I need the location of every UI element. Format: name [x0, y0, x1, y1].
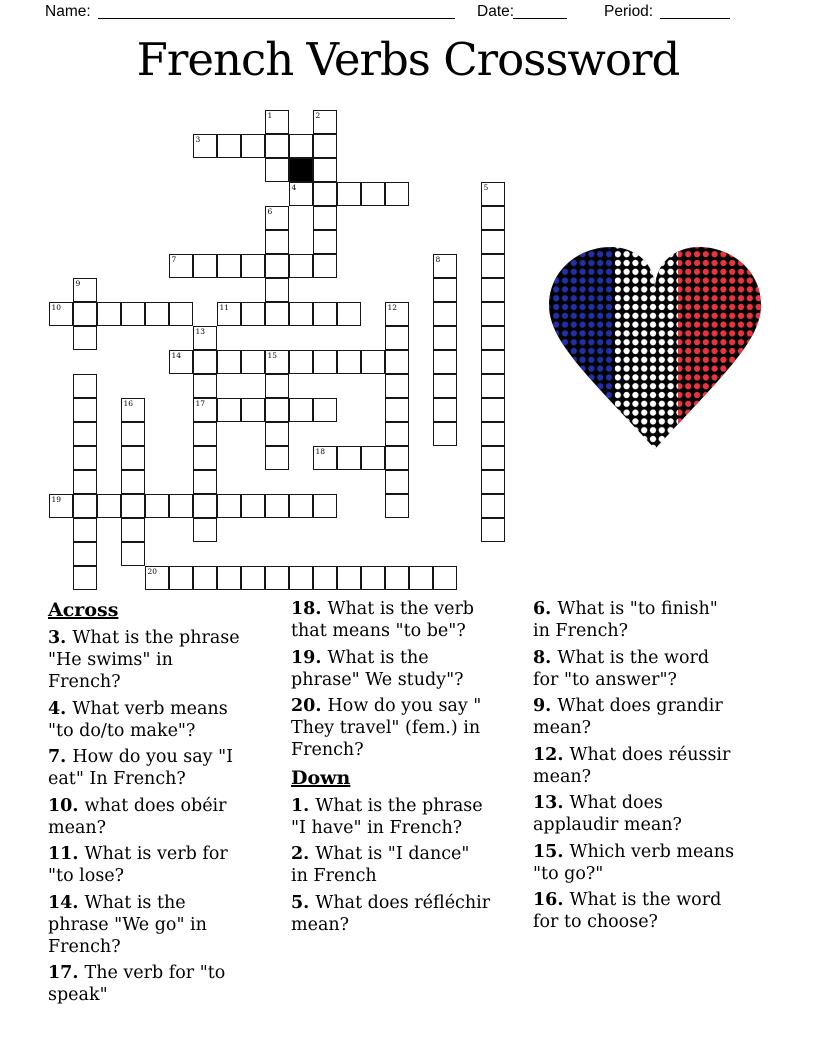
grid-cell-number: 5: [483, 182, 489, 192]
clue-number: 8.: [533, 647, 558, 668]
grid-cell[interactable]: [481, 422, 505, 446]
clue-8: 8. What is the word for "to answer"?: [533, 647, 710, 690]
clue-2: 2. What is "I dance" in French: [291, 844, 470, 886]
grid-cell[interactable]: [433, 422, 457, 446]
grid-cell[interactable]: [241, 398, 265, 422]
grid-cell[interactable]: [361, 566, 385, 590]
grid-cell[interactable]: [265, 158, 289, 182]
clue-16: 16. What is the word for to choose?: [533, 890, 722, 932]
clue-5: 5. What does réfléchir mean?: [291, 892, 491, 935]
clue-number: 19.: [291, 647, 328, 668]
clue-number: 11.: [48, 844, 85, 864]
grid-cell[interactable]: [169, 302, 193, 326]
grid-cell[interactable]: [193, 566, 217, 590]
grid-cell[interactable]: [337, 302, 361, 326]
grid-cell[interactable]: [481, 230, 505, 254]
grid-cell[interactable]: [289, 566, 313, 590]
grid-cell[interactable]: [121, 302, 145, 326]
grid-cell[interactable]: [193, 374, 217, 398]
grid-cell[interactable]: [217, 494, 241, 518]
grid-cell[interactable]: [217, 566, 241, 590]
grid-cell[interactable]: [217, 398, 241, 422]
grid-cell-number: 7: [171, 254, 177, 264]
clue-number: 14.: [48, 892, 85, 913]
clue-14: 14. What is the phrase "We go" in French?: [48, 892, 207, 957]
grid-cell[interactable]: [241, 254, 265, 278]
grid-cell[interactable]: [385, 566, 409, 590]
grid-cell[interactable]: [73, 542, 97, 566]
grid-cell[interactable]: [313, 302, 337, 326]
grid-cell[interactable]: [481, 446, 505, 470]
grid-cell[interactable]: [313, 230, 337, 254]
clue-1: 1. What is the phrase "I have" in French?: [291, 795, 483, 838]
grid-cell[interactable]: [193, 518, 217, 542]
grid-cell-number: 15: [267, 350, 278, 360]
grid-cell[interactable]: [193, 470, 217, 494]
grid-cell-number: 6: [267, 206, 273, 216]
grid-cell[interactable]: [73, 470, 97, 494]
grid-cell-number: 1: [267, 110, 273, 120]
grid-cell[interactable]: [265, 566, 289, 590]
grid-cell-number: 16: [123, 398, 134, 408]
grid-cell[interactable]: [433, 326, 457, 350]
grid-cell[interactable]: [241, 134, 265, 158]
clue-15: 15. Which verb means "to go?": [533, 841, 735, 884]
clue-column-1: [48, 598, 248, 1011]
grid-cell[interactable]: [217, 350, 241, 374]
grid-cell[interactable]: [361, 446, 385, 470]
grid-cell[interactable]: [481, 302, 505, 326]
grid-cell-number: 8: [435, 254, 441, 264]
grid-cell[interactable]: [97, 302, 121, 326]
name-label: Name:: [45, 3, 91, 20]
clue-number: 17.: [48, 963, 85, 983]
grid-cell[interactable]: [289, 302, 313, 326]
grid-cell[interactable]: [145, 494, 169, 518]
grid-cell[interactable]: [265, 254, 289, 278]
grid-cell[interactable]: [313, 494, 337, 518]
clue-number: 18.: [291, 599, 328, 619]
clue-11: 11. What is verb for "to lose?: [48, 844, 228, 886]
grid-cell[interactable]: [433, 398, 457, 422]
grid-cell[interactable]: [337, 446, 361, 470]
clue-number: 1.: [291, 795, 316, 816]
page-title: French Verbs Crossword: [136, 33, 680, 86]
clue-number: 9.: [533, 696, 558, 716]
clue-number: 2.: [291, 844, 316, 864]
grid-cell-number: 12: [387, 302, 398, 312]
clue-number: 5.: [291, 892, 316, 913]
grid-cell[interactable]: [169, 566, 193, 590]
french-flag-heart-image: [543, 240, 767, 454]
grid-cell[interactable]: [193, 422, 217, 446]
clue-17: 17. The verb for "to speak": [48, 963, 226, 1005]
clue-number: 6.: [533, 599, 558, 619]
clues-heading-down: Down: [291, 766, 351, 789]
grid-cell[interactable]: [241, 350, 265, 374]
clue-number: 4.: [48, 698, 73, 719]
grid-cell[interactable]: [313, 350, 337, 374]
grid-cell-number: 4: [291, 182, 297, 192]
grid-cell[interactable]: [193, 446, 217, 470]
grid-cell[interactable]: [73, 566, 97, 590]
grid-cell[interactable]: [193, 494, 217, 518]
date-label: Date:: [477, 3, 515, 20]
grid-cell[interactable]: [409, 566, 433, 590]
grid-cell[interactable]: [313, 254, 337, 278]
grid-cell[interactable]: [433, 350, 457, 374]
grid-cell[interactable]: [169, 494, 193, 518]
grid-cell[interactable]: [73, 326, 97, 350]
grid-cell[interactable]: [481, 350, 505, 374]
clue-number: 15.: [533, 841, 570, 862]
grid-cell[interactable]: [433, 374, 457, 398]
grid-cell[interactable]: [145, 302, 169, 326]
grid-cell[interactable]: [193, 254, 217, 278]
period-label: Period:: [604, 3, 654, 20]
grid-cell[interactable]: [313, 182, 337, 206]
grid-cell[interactable]: [265, 230, 289, 254]
clue-19: 19. What is the phrase" We study"?: [291, 647, 464, 690]
grid-cell[interactable]: [121, 518, 145, 542]
grid-cell[interactable]: [385, 470, 409, 494]
clue-10: 10. what does obéir mean?: [48, 795, 227, 838]
grid-cell-number: 10: [51, 302, 62, 312]
grid-cell[interactable]: [433, 302, 457, 326]
grid-cell[interactable]: [289, 398, 313, 422]
grid-cell[interactable]: [385, 398, 409, 422]
grid-cell[interactable]: [481, 326, 505, 350]
grid-cell[interactable]: [97, 494, 121, 518]
grid-cell[interactable]: [481, 494, 505, 518]
header: [0, 0, 816, 26]
grid-cell[interactable]: [265, 398, 289, 422]
grid-cell[interactable]: [481, 206, 505, 230]
grid-black-cell: [289, 158, 313, 182]
grid-cell[interactable]: [241, 302, 265, 326]
clue-13: 13. What does applaudir mean?: [533, 793, 682, 835]
grid-cell[interactable]: [481, 518, 505, 542]
heart-svg: [543, 240, 767, 454]
clue-column-2: [291, 598, 491, 940]
grid-cell[interactable]: [265, 446, 289, 470]
grid-cell[interactable]: [385, 350, 409, 374]
clue-number: 10.: [48, 795, 85, 816]
grid-cell[interactable]: [313, 206, 337, 230]
clue-18: 18. What is the verb that means "to be"?: [291, 599, 475, 641]
grid-cell[interactable]: [289, 350, 313, 374]
grid-cell[interactable]: [385, 494, 409, 518]
grid-cell[interactable]: [265, 134, 289, 158]
crossword-grid: [49, 110, 505, 590]
clue-9: 9. What does grandir mean?: [533, 696, 723, 738]
grid-cell[interactable]: [289, 134, 313, 158]
clue-6: 6. What is "to finish" in French?: [533, 599, 718, 641]
grid-cell[interactable]: [481, 374, 505, 398]
clue-number: 20.: [291, 696, 328, 716]
grid-cell[interactable]: [481, 398, 505, 422]
clue-3: 3. What is the phrase "He swims" in French?: [48, 628, 240, 692]
grid-cell[interactable]: [481, 254, 505, 278]
grid-cell[interactable]: [385, 446, 409, 470]
grid-cell-number: 20: [147, 566, 158, 576]
grid-cell[interactable]: [313, 134, 337, 158]
date-blank-line[interactable]: [513, 3, 567, 19]
clue-12: 12. What does réussir mean?: [533, 744, 731, 787]
clue-number: 16.: [533, 890, 570, 910]
clues-heading-across: Across: [48, 599, 119, 621]
grid-cell[interactable]: [433, 278, 457, 302]
grid-cell[interactable]: [121, 446, 145, 470]
grid-cell[interactable]: [73, 518, 97, 542]
grid-cell[interactable]: [217, 134, 241, 158]
grid-cell[interactable]: [121, 422, 145, 446]
grid-cell-number: 11: [219, 302, 230, 312]
grid-cell[interactable]: [121, 494, 145, 518]
clue-20: 20. How do you say " They travel" (fem.) in French?: [291, 696, 482, 760]
clue-4: 4. What verb means "to do/to make"?: [48, 698, 228, 741]
grid-cell[interactable]: [313, 158, 337, 182]
grid-cell[interactable]: [481, 278, 505, 302]
grid-cell[interactable]: [121, 470, 145, 494]
grid-cell[interactable]: [337, 566, 361, 590]
grid-cell[interactable]: [385, 326, 409, 350]
clue-number: 7.: [48, 747, 73, 767]
grid-cell[interactable]: [193, 350, 217, 374]
grid-cell[interactable]: [241, 494, 265, 518]
grid-cell-number: 18: [315, 446, 326, 456]
grid-cell[interactable]: [337, 182, 361, 206]
clue-column-3: [533, 598, 737, 938]
clue-number: 12.: [533, 744, 570, 765]
grid-cell[interactable]: [73, 494, 97, 518]
grid-cell[interactable]: [265, 494, 289, 518]
grid-cell[interactable]: [385, 374, 409, 398]
grid-cell[interactable]: [73, 422, 97, 446]
grid-cell-number: 13: [195, 326, 206, 336]
grid-cell[interactable]: [241, 566, 265, 590]
grid-cell[interactable]: [73, 374, 97, 398]
name-blank-line[interactable]: [98, 3, 455, 19]
grid-cell[interactable]: [433, 566, 457, 590]
grid-cell[interactable]: [265, 302, 289, 326]
grid-cell[interactable]: [385, 422, 409, 446]
grid-cell[interactable]: [73, 302, 97, 326]
grid-cell-number: 9: [75, 278, 81, 288]
grid-cell[interactable]: [265, 422, 289, 446]
grid-cell[interactable]: [73, 446, 97, 470]
grid-cell[interactable]: [385, 182, 409, 206]
grid-cell[interactable]: [361, 182, 385, 206]
grid-cell[interactable]: [313, 566, 337, 590]
grid-cell-number: 2: [315, 110, 321, 120]
period-blank-line[interactable]: [660, 3, 730, 19]
clue-7: 7. How do you say "I eat" In French?: [48, 747, 234, 789]
grid-cell[interactable]: [265, 278, 289, 302]
grid-cell[interactable]: [265, 374, 289, 398]
clue-number: 3.: [48, 628, 73, 648]
grid-cell[interactable]: [361, 350, 385, 374]
grid-cell-number: 17: [195, 398, 206, 408]
grid-cell-number: 14: [171, 350, 182, 360]
grid-cell[interactable]: [337, 350, 361, 374]
clue-number: 13.: [533, 793, 570, 813]
grid-cell[interactable]: [289, 254, 313, 278]
grid-cell[interactable]: [73, 398, 97, 422]
grid-cell-number: 19: [51, 494, 62, 504]
grid-cell-number: 3: [195, 134, 201, 144]
grid-cell[interactable]: [121, 542, 145, 566]
grid-cell[interactable]: [481, 470, 505, 494]
grid-cell[interactable]: [217, 254, 241, 278]
grid-cell[interactable]: [289, 494, 313, 518]
grid-cell[interactable]: [313, 398, 337, 422]
